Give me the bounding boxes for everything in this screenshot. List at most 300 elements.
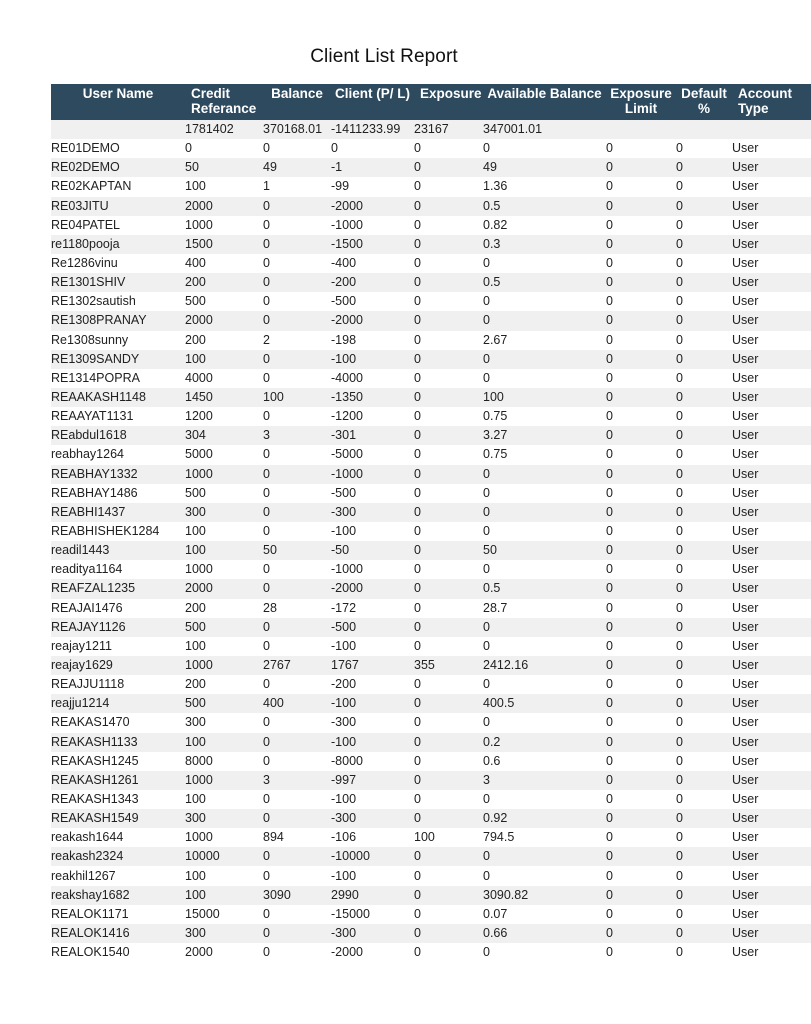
user-name-cell: REALOK1171 xyxy=(51,905,185,924)
exposure-limit-cell: 0 xyxy=(606,139,676,158)
balance-cell: 0 xyxy=(263,484,331,503)
account-type-cell: User xyxy=(732,541,811,560)
exposure-cell: 0 xyxy=(414,350,483,369)
account-type-cell: User xyxy=(732,177,811,196)
exposure-limit-cell: 0 xyxy=(606,618,676,637)
credit-referance-cell: 200 xyxy=(185,599,263,618)
default-percent-cell: 0 xyxy=(676,828,732,847)
user-name-cell: REAKASH1133 xyxy=(51,733,185,752)
exposure-cell: 0 xyxy=(414,618,483,637)
client-pl-cell: -500 xyxy=(331,484,414,503)
exposure-limit-cell: 0 xyxy=(606,733,676,752)
default-percent-cell: 0 xyxy=(676,905,732,924)
user-name-cell: REABHAY1332 xyxy=(51,465,185,484)
account-type-cell: User xyxy=(732,273,811,292)
available-balance-cell: 0 xyxy=(483,311,606,330)
table-row xyxy=(51,694,811,713)
exposure-limit-cell: 0 xyxy=(606,713,676,732)
exposure-cell: 0 xyxy=(414,388,483,407)
exposure-limit-cell: 0 xyxy=(606,216,676,235)
user-name-cell: reakhil1267 xyxy=(51,866,185,885)
exposure-limit-cell: 0 xyxy=(606,235,676,254)
exposure-limit-cell: 0 xyxy=(606,311,676,330)
client-pl-cell: -1000 xyxy=(331,216,414,235)
exposure-limit-cell: 0 xyxy=(606,522,676,541)
default-percent-cell: 0 xyxy=(676,924,732,943)
exposure-cell: 0 xyxy=(414,426,483,445)
exposure-limit-cell: 0 xyxy=(606,503,676,522)
table-row xyxy=(51,866,811,885)
user-name-cell: REALOK1416 xyxy=(51,924,185,943)
table-row xyxy=(51,139,811,158)
table-row xyxy=(51,445,811,464)
default-percent-cell: 0 xyxy=(676,694,732,713)
exposure-limit-cell: 0 xyxy=(606,943,676,962)
exposure-cell: 0 xyxy=(414,139,483,158)
exposure-limit-cell: 0 xyxy=(606,828,676,847)
default-percent-cell: 0 xyxy=(676,158,732,177)
user-name-cell: re1180pooja xyxy=(51,235,185,254)
user-name-cell: REAJAY1126 xyxy=(51,618,185,637)
default-percent-cell: 0 xyxy=(676,790,732,809)
header-row xyxy=(51,84,811,120)
account-type-cell: User xyxy=(732,522,811,541)
exposure-cell: 0 xyxy=(414,905,483,924)
client-pl-cell: -2000 xyxy=(331,311,414,330)
account-type-cell: User xyxy=(732,943,811,962)
user-name-cell: REAJAI1476 xyxy=(51,599,185,618)
exposure-cell: 0 xyxy=(414,924,483,943)
available-balance-cell: 2.67 xyxy=(483,331,606,350)
client-pl-cell: -2000 xyxy=(331,943,414,962)
exposure-limit-cell: 0 xyxy=(606,465,676,484)
account-type-cell: User xyxy=(732,388,811,407)
available-balance-cell: 0 xyxy=(483,675,606,694)
available-balance-cell: 100 xyxy=(483,388,606,407)
exposure-limit-cell: 0 xyxy=(606,924,676,943)
account-type-cell: User xyxy=(732,599,811,618)
available-balance-cell: 400.5 xyxy=(483,694,606,713)
client-pl-cell: -100 xyxy=(331,866,414,885)
balance-cell: 0 xyxy=(263,273,331,292)
credit-referance-cell: 100 xyxy=(185,177,263,196)
exposure-limit-cell: 0 xyxy=(606,484,676,503)
totals-cell xyxy=(606,120,676,139)
default-percent-cell: 0 xyxy=(676,331,732,350)
default-percent-cell: 0 xyxy=(676,713,732,732)
totals-cell: -1411233.99 xyxy=(331,120,414,139)
credit-referance-cell: 4000 xyxy=(185,369,263,388)
exposure-cell: 0 xyxy=(414,235,483,254)
balance-cell: 3 xyxy=(263,771,331,790)
user-name-cell: RE1314POPRA xyxy=(51,369,185,388)
default-percent-cell: 0 xyxy=(676,943,732,962)
column-header-default-percent: Default % xyxy=(676,84,732,120)
client-pl-cell: -300 xyxy=(331,713,414,732)
user-name-cell: REAAYAT1131 xyxy=(51,407,185,426)
exposure-limit-cell: 0 xyxy=(606,656,676,675)
table-row xyxy=(51,713,811,732)
user-name-cell: reabhay1264 xyxy=(51,445,185,464)
exposure-limit-cell: 0 xyxy=(606,331,676,350)
table-row xyxy=(51,656,811,675)
exposure-cell: 0 xyxy=(414,847,483,866)
account-type-cell: User xyxy=(732,694,811,713)
default-percent-cell: 0 xyxy=(676,560,732,579)
table-row xyxy=(51,426,811,445)
available-balance-cell: 0.82 xyxy=(483,216,606,235)
available-balance-cell: 28.7 xyxy=(483,599,606,618)
table-row xyxy=(51,599,811,618)
available-balance-cell: 0.75 xyxy=(483,407,606,426)
user-name-cell: RE1309SANDY xyxy=(51,350,185,369)
balance-cell: 50 xyxy=(263,541,331,560)
exposure-limit-cell: 0 xyxy=(606,847,676,866)
totals-cell xyxy=(676,120,732,139)
user-name-cell: RE03JITU xyxy=(51,197,185,216)
balance-cell: 0 xyxy=(263,713,331,732)
default-percent-cell: 0 xyxy=(676,522,732,541)
default-percent-cell: 0 xyxy=(676,637,732,656)
client-pl-cell: -500 xyxy=(331,292,414,311)
client-pl-cell: -300 xyxy=(331,503,414,522)
account-type-cell: User xyxy=(732,407,811,426)
exposure-cell: 0 xyxy=(414,866,483,885)
credit-referance-cell: 2000 xyxy=(185,579,263,598)
table-row xyxy=(51,216,811,235)
totals-cell xyxy=(51,120,185,139)
default-percent-cell: 0 xyxy=(676,273,732,292)
default-percent-cell: 0 xyxy=(676,311,732,330)
exposure-limit-cell: 0 xyxy=(606,579,676,598)
account-type-cell: User xyxy=(732,905,811,924)
default-percent-cell: 0 xyxy=(676,579,732,598)
table-row xyxy=(51,790,811,809)
user-name-cell: reajju1214 xyxy=(51,694,185,713)
table-body xyxy=(51,120,811,962)
client-pl-cell: -50 xyxy=(331,541,414,560)
exposure-cell: 0 xyxy=(414,407,483,426)
totals-cell: 23167 xyxy=(414,120,483,139)
table-row xyxy=(51,177,811,196)
available-balance-cell: 794.5 xyxy=(483,828,606,847)
balance-cell: 2 xyxy=(263,331,331,350)
user-name-cell: RE04PATEL xyxy=(51,216,185,235)
credit-referance-cell: 1000 xyxy=(185,560,263,579)
client-pl-cell: -5000 xyxy=(331,445,414,464)
exposure-cell: 100 xyxy=(414,828,483,847)
credit-referance-cell: 5000 xyxy=(185,445,263,464)
exposure-cell: 0 xyxy=(414,522,483,541)
account-type-cell: User xyxy=(732,847,811,866)
exposure-cell: 0 xyxy=(414,197,483,216)
table-row xyxy=(51,484,811,503)
available-balance-cell: 1.36 xyxy=(483,177,606,196)
user-name-cell: REAKASH1245 xyxy=(51,752,185,771)
available-balance-cell: 0.92 xyxy=(483,809,606,828)
exposure-cell: 0 xyxy=(414,943,483,962)
default-percent-cell: 0 xyxy=(676,599,732,618)
client-pl-cell: -500 xyxy=(331,618,414,637)
credit-referance-cell: 1000 xyxy=(185,828,263,847)
account-type-cell: User xyxy=(732,886,811,905)
client-pl-cell: -1350 xyxy=(331,388,414,407)
account-type-cell: User xyxy=(732,254,811,273)
account-type-cell: User xyxy=(732,158,811,177)
exposure-limit-cell: 0 xyxy=(606,637,676,656)
exposure-cell: 0 xyxy=(414,560,483,579)
table-row xyxy=(51,465,811,484)
client-pl-cell: -1000 xyxy=(331,560,414,579)
available-balance-cell: 0 xyxy=(483,522,606,541)
client-pl-cell: -1200 xyxy=(331,407,414,426)
exposure-cell: 0 xyxy=(414,713,483,732)
balance-cell: 0 xyxy=(263,311,331,330)
exposure-limit-cell: 0 xyxy=(606,197,676,216)
credit-referance-cell: 100 xyxy=(185,637,263,656)
client-pl-cell: -1 xyxy=(331,158,414,177)
account-type-cell: User xyxy=(732,235,811,254)
available-balance-cell: 0 xyxy=(483,713,606,732)
client-pl-cell: -997 xyxy=(331,771,414,790)
available-balance-cell: 3.27 xyxy=(483,426,606,445)
default-percent-cell: 0 xyxy=(676,771,732,790)
balance-cell: 0 xyxy=(263,733,331,752)
balance-cell: 0 xyxy=(263,618,331,637)
table-row xyxy=(51,943,811,962)
balance-cell: 0 xyxy=(263,675,331,694)
default-percent-cell: 0 xyxy=(676,541,732,560)
exposure-limit-cell: 0 xyxy=(606,541,676,560)
account-type-cell: User xyxy=(732,139,811,158)
balance-cell: 0 xyxy=(263,522,331,541)
account-type-cell: User xyxy=(732,292,811,311)
balance-cell: 100 xyxy=(263,388,331,407)
exposure-cell: 0 xyxy=(414,771,483,790)
available-balance-cell: 0.3 xyxy=(483,235,606,254)
table-row xyxy=(51,752,811,771)
table-row xyxy=(51,503,811,522)
credit-referance-cell: 300 xyxy=(185,713,263,732)
exposure-cell: 0 xyxy=(414,579,483,598)
available-balance-cell: 0 xyxy=(483,350,606,369)
client-pl-cell: -301 xyxy=(331,426,414,445)
balance-cell: 0 xyxy=(263,235,331,254)
user-name-cell: REAJJU1118 xyxy=(51,675,185,694)
column-header-user-name: User Name xyxy=(51,84,185,120)
default-percent-cell: 0 xyxy=(676,197,732,216)
exposure-limit-cell: 0 xyxy=(606,675,676,694)
credit-referance-cell: 15000 xyxy=(185,905,263,924)
account-type-cell: User xyxy=(732,445,811,464)
default-percent-cell: 0 xyxy=(676,618,732,637)
table-header xyxy=(51,84,811,120)
available-balance-cell: 0 xyxy=(483,465,606,484)
table-row xyxy=(51,273,811,292)
client-pl-cell: -99 xyxy=(331,177,414,196)
account-type-cell: User xyxy=(732,350,811,369)
table-row xyxy=(51,388,811,407)
credit-referance-cell: 50 xyxy=(185,158,263,177)
exposure-cell: 0 xyxy=(414,886,483,905)
available-balance-cell: 3090.82 xyxy=(483,886,606,905)
totals-cell: 1781402 xyxy=(185,120,263,139)
column-header-exposure-limit: Exposure Limit xyxy=(606,84,676,120)
account-type-cell: User xyxy=(732,560,811,579)
user-name-cell: RE1301SHIV xyxy=(51,273,185,292)
available-balance-cell: 0 xyxy=(483,943,606,962)
default-percent-cell: 0 xyxy=(676,503,732,522)
exposure-limit-cell: 0 xyxy=(606,273,676,292)
table-row xyxy=(51,197,811,216)
available-balance-cell: 0 xyxy=(483,369,606,388)
table-row xyxy=(51,579,811,598)
table-row xyxy=(51,809,811,828)
credit-referance-cell: 10000 xyxy=(185,847,263,866)
table-row xyxy=(51,235,811,254)
balance-cell: 0 xyxy=(263,369,331,388)
available-balance-cell: 50 xyxy=(483,541,606,560)
available-balance-cell: 0 xyxy=(483,618,606,637)
default-percent-cell: 0 xyxy=(676,866,732,885)
totals-cell: 370168.01 xyxy=(263,120,331,139)
exposure-cell: 0 xyxy=(414,216,483,235)
account-type-cell: User xyxy=(732,713,811,732)
available-balance-cell: 0.07 xyxy=(483,905,606,924)
client-pl-cell: -300 xyxy=(331,924,414,943)
user-name-cell: reajay1211 xyxy=(51,637,185,656)
exposure-limit-cell: 0 xyxy=(606,158,676,177)
table-row xyxy=(51,675,811,694)
user-name-cell: REALOK1540 xyxy=(51,943,185,962)
balance-cell: 0 xyxy=(263,407,331,426)
account-type-cell: User xyxy=(732,790,811,809)
exposure-limit-cell: 0 xyxy=(606,771,676,790)
client-pl-cell: -1000 xyxy=(331,465,414,484)
account-type-cell: User xyxy=(732,465,811,484)
client-pl-cell: -200 xyxy=(331,675,414,694)
table-row xyxy=(51,369,811,388)
default-percent-cell: 0 xyxy=(676,216,732,235)
account-type-cell: User xyxy=(732,369,811,388)
balance-cell: 3090 xyxy=(263,886,331,905)
exposure-limit-cell: 0 xyxy=(606,350,676,369)
balance-cell: 0 xyxy=(263,866,331,885)
available-balance-cell: 0 xyxy=(483,139,606,158)
account-type-cell: User xyxy=(732,675,811,694)
credit-referance-cell: 1000 xyxy=(185,656,263,675)
table-row xyxy=(51,733,811,752)
default-percent-cell: 0 xyxy=(676,752,732,771)
default-percent-cell: 0 xyxy=(676,407,732,426)
available-balance-cell: 2412.16 xyxy=(483,656,606,675)
default-percent-cell: 0 xyxy=(676,445,732,464)
client-pl-cell: 2990 xyxy=(331,886,414,905)
default-percent-cell: 0 xyxy=(676,369,732,388)
exposure-cell: 355 xyxy=(414,656,483,675)
default-percent-cell: 0 xyxy=(676,350,732,369)
available-balance-cell: 0 xyxy=(483,254,606,273)
available-balance-cell: 3 xyxy=(483,771,606,790)
credit-referance-cell: 300 xyxy=(185,809,263,828)
exposure-cell: 0 xyxy=(414,694,483,713)
credit-referance-cell: 304 xyxy=(185,426,263,445)
credit-referance-cell: 200 xyxy=(185,675,263,694)
available-balance-cell: 0 xyxy=(483,847,606,866)
column-header-credit-referance: Credit Referance xyxy=(185,84,263,120)
exposure-limit-cell: 0 xyxy=(606,905,676,924)
exposure-cell: 0 xyxy=(414,445,483,464)
client-pl-cell: -200 xyxy=(331,273,414,292)
available-balance-cell: 0 xyxy=(483,503,606,522)
user-name-cell: REABHAY1486 xyxy=(51,484,185,503)
credit-referance-cell: 2000 xyxy=(185,197,263,216)
exposure-limit-cell: 0 xyxy=(606,388,676,407)
balance-cell: 0 xyxy=(263,752,331,771)
balance-cell: 0 xyxy=(263,905,331,924)
default-percent-cell: 0 xyxy=(676,235,732,254)
exposure-cell: 0 xyxy=(414,465,483,484)
exposure-cell: 0 xyxy=(414,637,483,656)
credit-referance-cell: 100 xyxy=(185,541,263,560)
exposure-limit-cell: 0 xyxy=(606,866,676,885)
table-row xyxy=(51,771,811,790)
default-percent-cell: 0 xyxy=(676,254,732,273)
client-list-table-container xyxy=(51,84,792,962)
user-name-cell: RE02DEMO xyxy=(51,158,185,177)
exposure-cell: 0 xyxy=(414,809,483,828)
client-pl-cell: -15000 xyxy=(331,905,414,924)
credit-referance-cell: 500 xyxy=(185,484,263,503)
column-header-available-balance: Available Balance xyxy=(483,84,606,120)
user-name-cell: reajay1629 xyxy=(51,656,185,675)
exposure-cell: 0 xyxy=(414,541,483,560)
table-row xyxy=(51,254,811,273)
client-pl-cell: -2000 xyxy=(331,197,414,216)
table-row xyxy=(51,350,811,369)
table-row xyxy=(51,560,811,579)
balance-cell: 0 xyxy=(263,197,331,216)
table-row xyxy=(51,618,811,637)
available-balance-cell: 0.5 xyxy=(483,197,606,216)
table-row xyxy=(51,541,811,560)
balance-cell: 0 xyxy=(263,350,331,369)
exposure-limit-cell: 0 xyxy=(606,369,676,388)
user-name-cell: REAKASH1343 xyxy=(51,790,185,809)
default-percent-cell: 0 xyxy=(676,292,732,311)
account-type-cell: User xyxy=(732,311,811,330)
balance-cell: 3 xyxy=(263,426,331,445)
available-balance-cell: 0 xyxy=(483,560,606,579)
client-pl-cell: 1767 xyxy=(331,656,414,675)
totals-cell xyxy=(732,120,811,139)
balance-cell: 0 xyxy=(263,637,331,656)
exposure-cell: 0 xyxy=(414,331,483,350)
balance-cell: 0 xyxy=(263,465,331,484)
client-pl-cell: -1500 xyxy=(331,235,414,254)
balance-cell: 0 xyxy=(263,924,331,943)
exposure-cell: 0 xyxy=(414,675,483,694)
credit-referance-cell: 200 xyxy=(185,273,263,292)
column-header-client-pl: Client (P/ L) xyxy=(331,84,414,120)
credit-referance-cell: 100 xyxy=(185,733,263,752)
user-name-cell: REABHI1437 xyxy=(51,503,185,522)
exposure-cell: 0 xyxy=(414,254,483,273)
account-type-cell: User xyxy=(732,484,811,503)
exposure-limit-cell: 0 xyxy=(606,177,676,196)
exposure-cell: 0 xyxy=(414,790,483,809)
default-percent-cell: 0 xyxy=(676,675,732,694)
